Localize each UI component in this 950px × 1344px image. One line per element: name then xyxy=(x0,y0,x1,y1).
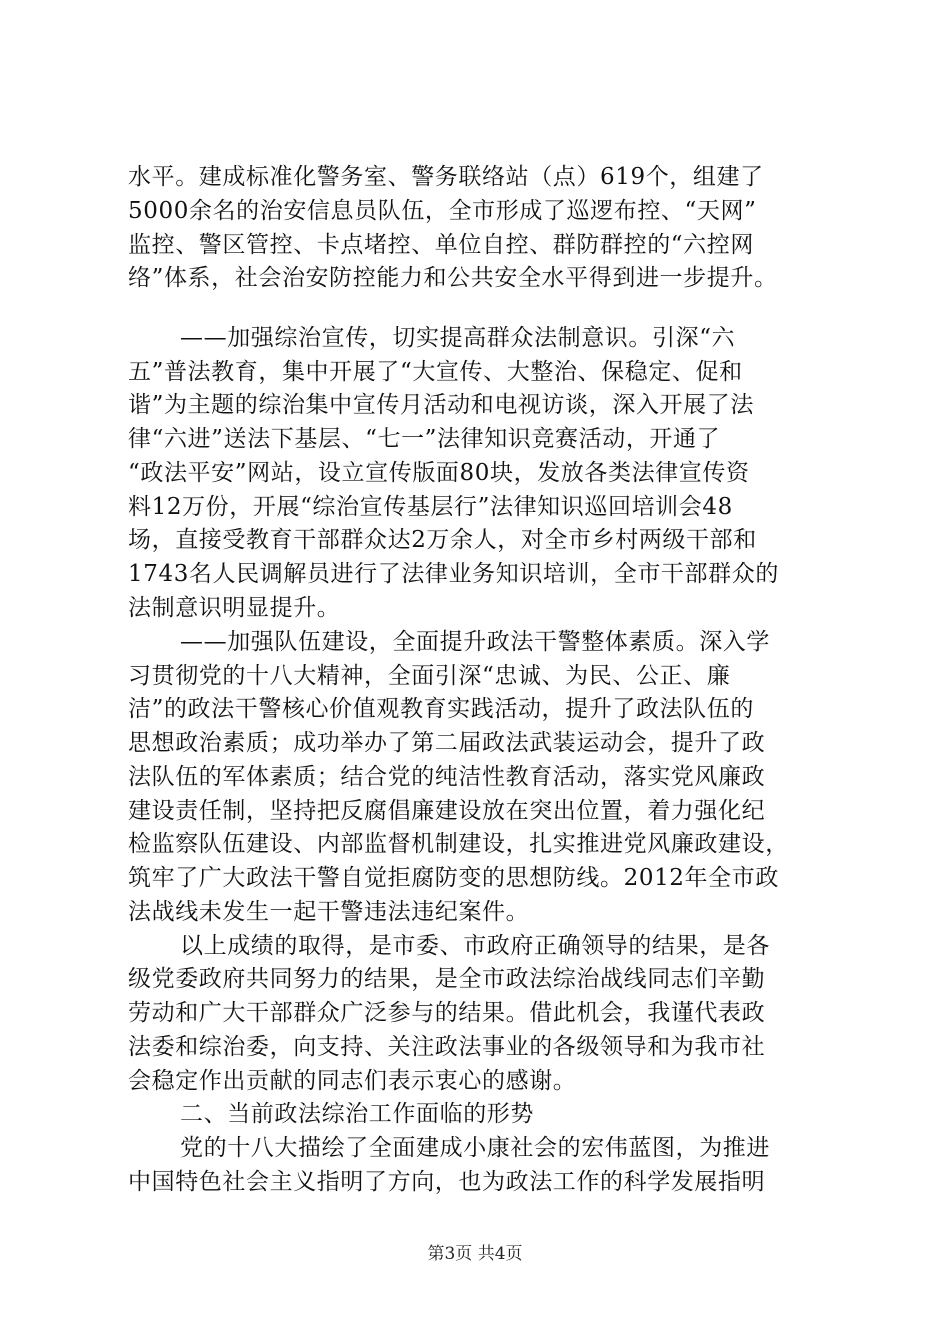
text-line: ——加强队伍建设，全面提升政法干警整体素质。深入学 xyxy=(180,629,770,655)
text-line: 络”体系，社会治安防控能力和公共安全水平得到进一步提升。 xyxy=(128,265,778,291)
text-line: 中国特色社会主义指明了方向，也为政法工作的科学发展指明 xyxy=(128,1169,766,1195)
text-line: 五”普法教育，集中开展了“大宣传、大整治、保稳定、促和 xyxy=(128,359,743,385)
text-line: “政法平安”网站，设立宣传版面80块，发放各类法律宣传资 xyxy=(128,460,750,486)
page-footer: 第3页 共4页 xyxy=(427,1244,523,1264)
text-line: 劳动和广大干部群众广泛参与的结果。借此机会，我谨代表政 xyxy=(128,1000,766,1026)
text-line: 法队伍的军体素质；结合党的纯洁性教育活动，落实党风廉政 xyxy=(128,764,766,790)
text-line: 建设责任制，坚持把反腐倡廉建设放在突出位置，着力强化纪 xyxy=(128,798,766,824)
text-line: 洁”的政法干警核心价值观教育实践活动，提升了政法队伍的 xyxy=(128,696,754,722)
text-line: 筑牢了广大政法干警自觉拒腐防变的思想防线。2012年全市政 xyxy=(128,865,779,891)
text-line: ——加强综治宣传，切实提高群众法制意识。引深“六 xyxy=(180,325,736,351)
text-line: 1743名人民调解员进行了法律业务知识培训，全市干部群众的 xyxy=(128,561,779,587)
heading-line: 二、当前政法综治工作面临的形势 xyxy=(180,1101,534,1127)
text-line: 监控、警区管控、卡点堵控、单位自控、群防群控的“六控网 xyxy=(128,232,754,258)
text-line: 料12万份，开展“综治宣传基层行”法律知识巡回培训会48 xyxy=(128,494,733,520)
text-line: 水平。建成标准化警务室、警务联络站（点）619个，组建了 xyxy=(128,164,764,190)
text-line: 谐”为主题的综治集中宣传月活动和电视访谈，深入开展了法 xyxy=(128,392,754,418)
text-line: 法委和综治委，向支持、关注政法事业的各级领导和为我市社 xyxy=(128,1034,766,1060)
text-line: 律“六进”送法下基层、“七一”法律知识竞赛活动，开通了 xyxy=(128,426,721,452)
text-line: 5000余名的治安信息员队伍，全市形成了巡逻布控、“天网” xyxy=(128,198,757,224)
text-line: 会稳定作出贡献的同志们表示衷心的感谢。 xyxy=(128,1068,577,1094)
text-line: 检监察队伍建设、内部监督机制建设，扎实推进党风廉政建设， xyxy=(128,831,789,857)
text-line: 以上成绩的取得，是市委、市政府正确领导的结果，是各 xyxy=(180,933,770,959)
text-line: 思想政治素质；成功举办了第二届政法武装运动会，提升了政 xyxy=(128,730,766,756)
text-line: 场，直接受教育干部群众达2万余人，对全市乡村两级干部和 xyxy=(128,527,757,553)
text-line: 法战线未发生一起干警违法违纪案件。 xyxy=(128,899,530,925)
text-line: 法制意识明显提升。 xyxy=(128,595,341,621)
text-line: 党的十八大描绘了全面建成小康社会的宏伟蓝图，为推进 xyxy=(180,1135,770,1161)
text-line: 习贯彻党的十八大精神，全面引深“忠诚、为民、公正、廉 xyxy=(128,663,731,689)
text-line: 级党委政府共同努力的结果，是全市政法综治战线同志们辛勤 xyxy=(128,966,766,992)
